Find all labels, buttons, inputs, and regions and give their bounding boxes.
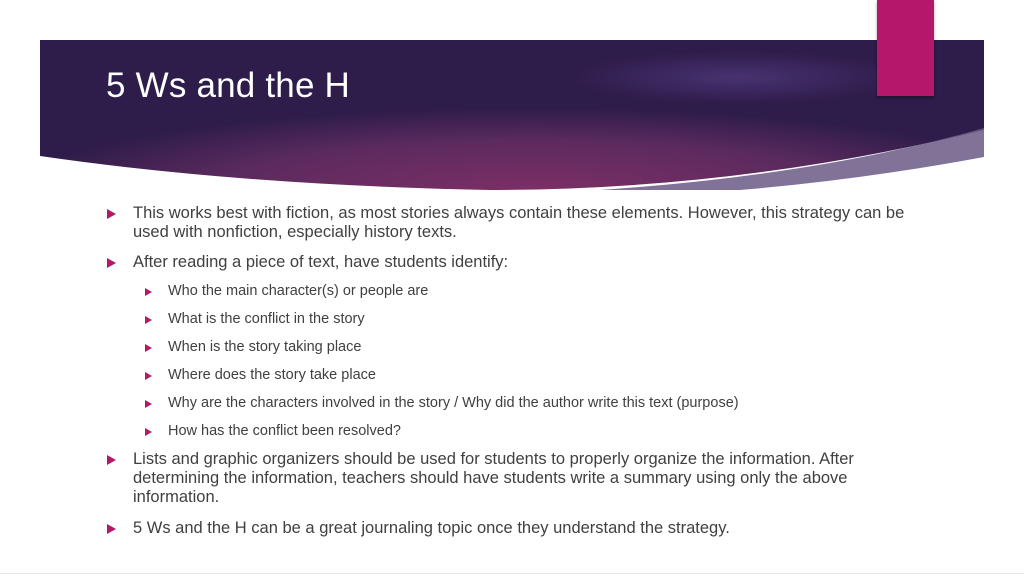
sub-bullet-item: How has the conflict been resolved? bbox=[168, 423, 401, 439]
triangle-right-icon bbox=[145, 372, 152, 380]
sub-bullet-item: When is the story taking place bbox=[168, 339, 362, 355]
slide-title: 5 Ws and the H bbox=[106, 66, 351, 105]
bullet-item: After reading a piece of text, have students identify: bbox=[133, 253, 509, 271]
triangle-right-icon bbox=[107, 209, 116, 219]
sub-bullet-item: Why are the characters involved in the story / Why did the author write this text (purpose) bbox=[168, 395, 739, 411]
bullet-item: This works best with fiction, as most stories always contain these elements. However, this strategy can be used with nonfiction, especially history texts. bbox=[133, 204, 905, 241]
sub-bullet-item: Who the main character(s) or people are bbox=[168, 283, 429, 299]
triangle-right-icon bbox=[107, 455, 116, 465]
triangle-right-icon bbox=[145, 288, 152, 296]
bullet-item: Lists and graphic organizers should be used for students to properly organize the information. After determining the information, teachers should have students write a summary using only the above information. bbox=[133, 450, 854, 506]
bullet-item: 5 Ws and the H can be a great journaling topic once they understand the strategy. bbox=[133, 519, 730, 537]
triangle-right-icon bbox=[145, 428, 152, 436]
sub-bullet-item: What is the conflict in the story bbox=[168, 311, 365, 327]
triangle-right-icon bbox=[145, 344, 152, 352]
divider bbox=[0, 573, 1024, 574]
triangle-right-icon bbox=[107, 524, 116, 534]
triangle-right-icon bbox=[145, 316, 152, 324]
sub-bullet-item: Where does the story take place bbox=[168, 367, 376, 383]
triangle-right-icon bbox=[145, 400, 152, 408]
triangle-right-icon bbox=[107, 258, 116, 268]
